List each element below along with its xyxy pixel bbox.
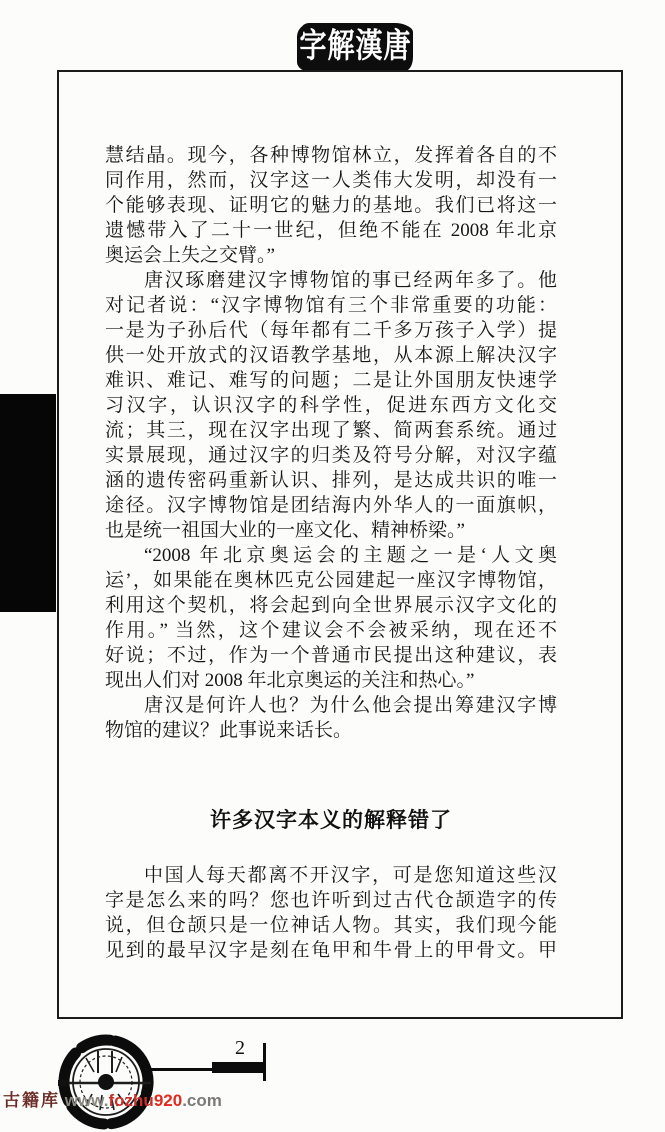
- text-line: 涵的遗传密码重新认识、排列，是达成共识的唯一: [105, 470, 557, 491]
- seal-char: 字: [299, 27, 327, 65]
- paragraph: [105, 143, 557, 268]
- paragraph: [105, 693, 557, 743]
- seal-char: 漢: [355, 27, 383, 65]
- text-line: 利用这个契机，将会起到向全世界展示汉字文化的: [105, 595, 557, 616]
- text-line: 中国人每天都离不开汉字，可是您知道这些汉: [143, 865, 557, 886]
- text-line: 供一处开放式的汉语教学基地，从本源上解决汉字: [105, 345, 557, 366]
- watermark-site-name: 古籍库: [3, 1091, 60, 1110]
- text-line: 物馆的建议？此事说来话长。: [105, 720, 353, 741]
- text-line: 奥运会上失之交臂。”: [105, 245, 275, 266]
- page-frame: [57, 70, 623, 1019]
- watermark-url-number: 920: [153, 1091, 183, 1110]
- text-line: 个能够表现、证明它的魅力的基地。我们已将这一: [105, 195, 557, 216]
- text-line: 好说；不过，作为一个普通市民提出这种建议，表: [105, 645, 557, 666]
- text-line: 唐汉是何许人也？为什么他会提出筹建汉字博: [143, 695, 557, 716]
- text-line: 流；其三，现在汉字出现了繁、简两套系统。通过: [105, 420, 557, 441]
- paragraph: [105, 268, 557, 543]
- text-line: 习汉字，认识汉字的科学性，促进东西方文化交: [105, 395, 557, 416]
- text-line: 实景展现，通过汉字的归类及符号分解，对汉字蕴: [105, 445, 557, 466]
- footer-rule-vertical: [263, 1043, 266, 1081]
- paragraph: [105, 543, 557, 693]
- page-number: 2: [235, 1037, 245, 1059]
- text-line: 字是怎么来的吗？您也许听到过古代仓颉造字的传: [105, 890, 557, 911]
- body-text: [59, 72, 621, 963]
- text-line: 见到的最早汉字是刻在龟甲和牛骨上的甲骨文。甲: [105, 940, 557, 961]
- text-line: 途径。汉字博物馆是团结海内外华人的一面旗帜，: [105, 495, 557, 516]
- watermark: [3, 1091, 222, 1111]
- compass-coin-icon: [56, 1032, 156, 1132]
- text-line: “2008 年北京奥运会的主题之一是‘人文奥: [143, 545, 557, 566]
- text-line: 遗憾带入了二十一世纪，但绝不能在 2008 年北京: [105, 220, 557, 241]
- section-heading: 许多汉字本义的解释错了: [210, 809, 452, 832]
- text-line: 现出人们对 2008 年北京奥运的关注和热心。”: [105, 670, 475, 691]
- text-line: 同作用，然而，汉字这一人类伟大发明，却没有一: [105, 170, 557, 191]
- text-line: 唐汉琢磨建汉字博物馆的事已经两年多了。他: [143, 270, 557, 291]
- seal-stamp: [299, 23, 411, 70]
- text-line: 运’，如果能在奥林匹克公园建起一座汉字博物馆，: [105, 570, 557, 591]
- seal-char: 解: [327, 27, 355, 65]
- text-line: 一是为子孙后代（每年都有二千多万孩子入学）提: [105, 320, 557, 341]
- paragraph: [105, 863, 557, 963]
- text-line: 也是统一祖国大业的一座文化、精神桥梁。”: [105, 520, 465, 541]
- text-line: 慧结晶。现今，各种博物馆林立，发挥着各自的不: [105, 145, 557, 166]
- seal-char: 唐: [383, 27, 411, 65]
- footer-rule-thin: [148, 1068, 214, 1071]
- text-line: 难识、难记、难写的问题；二是让外国朋友快速学: [105, 370, 557, 391]
- watermark-url-main: fozhu: [108, 1091, 154, 1110]
- watermark-url-tld: .com: [182, 1091, 222, 1110]
- footer-rule-thick: [212, 1062, 265, 1073]
- text-line: 对记者说：“汉字博物馆有三个非常重要的功能：: [105, 295, 557, 316]
- scan-artifact-bar: [0, 394, 56, 612]
- text-line: 作用。” 当然，这个建议会不会被采纳，现在还不: [105, 620, 557, 641]
- watermark-url-www: www.: [64, 1091, 109, 1110]
- text-line: 说，但仓颉只是一位神话人物。其实，我们现今能: [105, 915, 557, 936]
